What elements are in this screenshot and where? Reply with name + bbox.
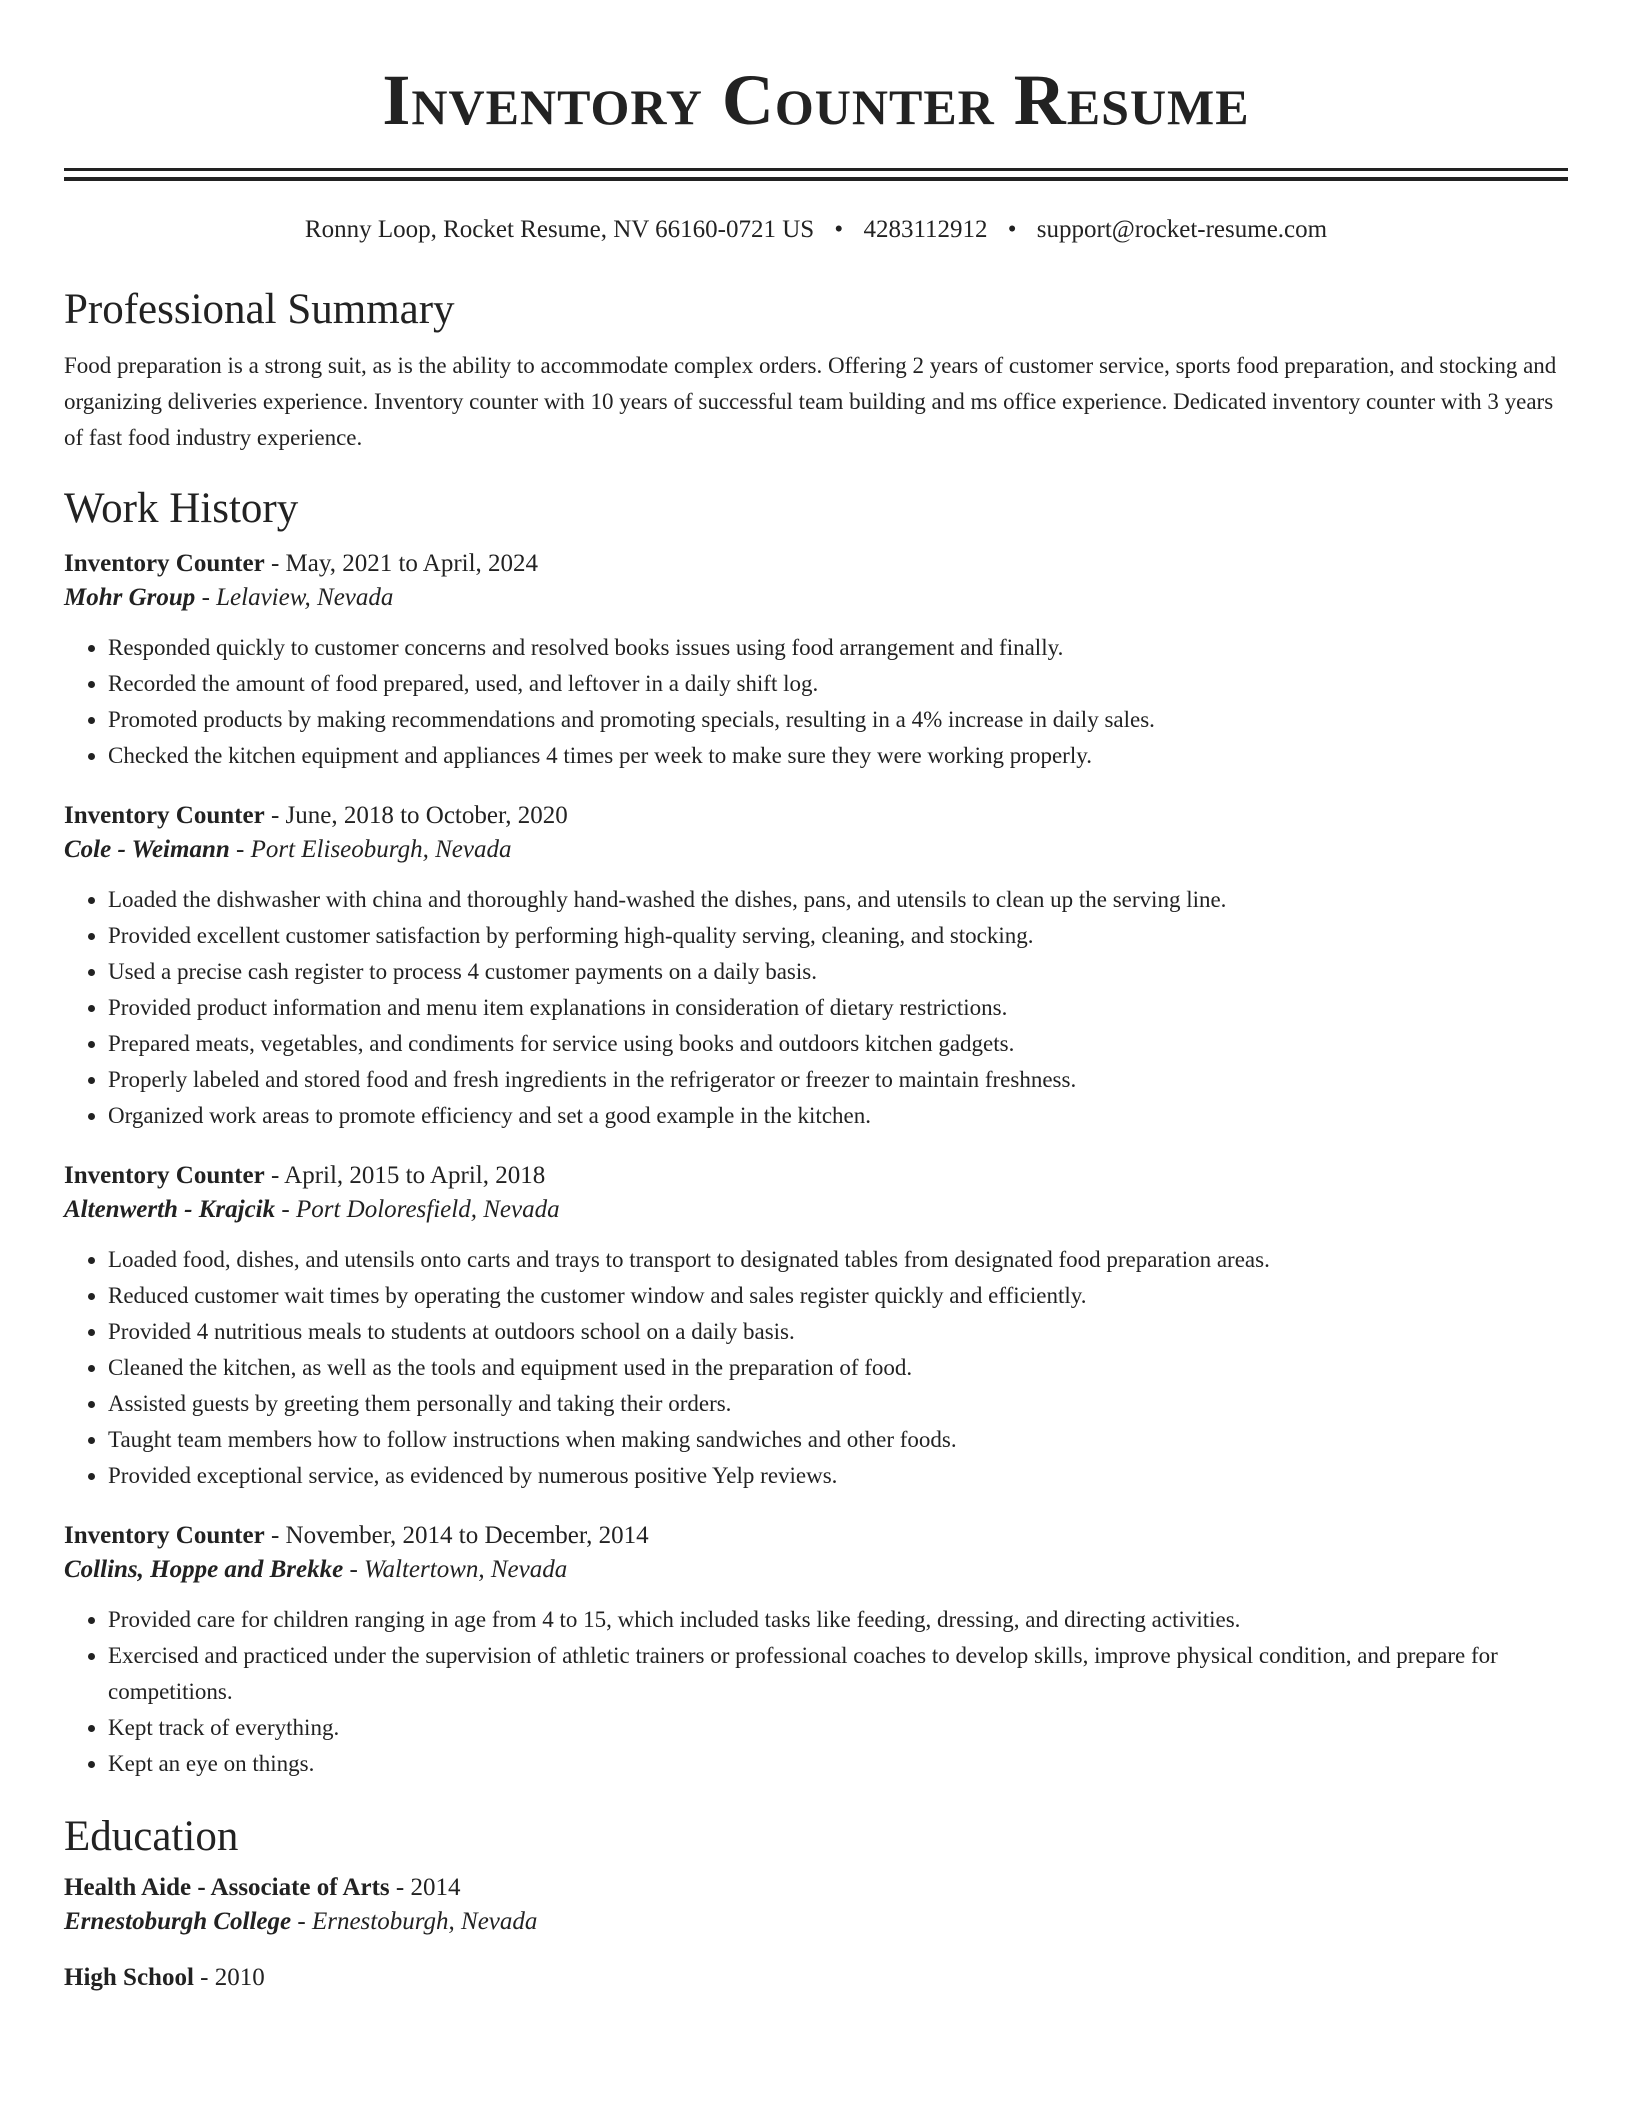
duty-item: • Used a precise cash register to process 4 customer payments on a daily basis. <box>108 954 1568 990</box>
duty-item: • Cleaned the kitchen, as well as the tools and equipment used in the preparation of food. <box>108 1350 1568 1386</box>
summary-heading: Professional Summary <box>64 286 455 333</box>
duty-item: • Organized work areas to promote efficiency and set a good example in the kitchen. <box>108 1098 1568 1134</box>
work-history-heading: Work History <box>64 485 299 532</box>
duty-item: • Provided care for children ranging in age from 4 to 15, which included tasks like feeding, dressing, and directing activities. <box>108 1602 1568 1638</box>
job-company: Altenwerth - Krajcik <box>64 1196 276 1223</box>
job-title: Inventory Counter <box>64 802 265 829</box>
education-year: - 2010 <box>193 1964 265 1991</box>
education-degree: Health Aide - Associate of Arts <box>64 1874 390 1901</box>
duty-item: • Provided excellent customer satisfaction by performing high-quality serving, cleaning, and stocking. <box>108 918 1568 954</box>
contact-separator: • <box>834 216 844 243</box>
education-heading: Education <box>64 1813 239 1860</box>
education-year: - 2014 <box>389 1874 461 1901</box>
job-header <box>64 1160 1568 1192</box>
job-company: Cole - Weimann <box>64 836 230 863</box>
education-entry <box>64 1962 1568 1994</box>
contact-address: Ronny Loop, Rocket Resume, NV 66160-0721 US <box>304 216 815 243</box>
job-dates: - May, 2021 to April, 2024 <box>264 550 539 577</box>
duty-item: • Prepared meats, vegetables, and condiments for service using books and outdoors kitchen gadgets. <box>108 1026 1568 1062</box>
duty-item: • Assisted guests by greeting them personally and taking their orders. <box>108 1386 1568 1422</box>
duty-item: • Checked the kitchen equipment and appliances 4 times per week to make sure they were working properly. <box>108 738 1568 774</box>
duty-item: • Exercised and practiced under the supervision of athletic trainers or professional coaches to develop skills, improve physical condition, and prepare for competitions. <box>108 1638 1568 1710</box>
education-school: Ernestoburgh College <box>64 1908 292 1935</box>
summary-text: Food preparation is a strong suit, as is the ability to accommodate complex orders. Offering 2 years of customer service, sports food preparation, and stocking and organizing deliveries experience. Inventory counter with 10 years of successful team building and ms office experience. Dedicated inventory counter with 3 years of fast food industry experience. <box>64 353 1557 450</box>
job-title: Inventory Counter <box>64 1522 265 1549</box>
job-title: Inventory Counter <box>64 550 265 577</box>
contact-line <box>64 215 1568 245</box>
duty-item: • Kept an eye on things. <box>108 1746 1568 1782</box>
job-duties <box>64 1242 1568 1494</box>
education-location: - Ernestoburgh, Nevada <box>291 1908 538 1935</box>
duty-item: • Responded quickly to customer concerns and resolved books issues using food arrangement and finally. <box>108 630 1568 666</box>
contact-email: support@rocket-resume.com <box>1036 216 1328 243</box>
job-location: - Lelaview, Nevada <box>195 584 394 611</box>
duty-item: • Provided 4 nutritious meals to students at outdoors school on a daily basis. <box>108 1314 1568 1350</box>
duty-item: • Provided exceptional service, as evidenced by numerous positive Yelp reviews. <box>108 1458 1568 1494</box>
job-company-line <box>64 1552 1568 1588</box>
job-company: Mohr Group <box>64 584 196 611</box>
work-history-list <box>64 548 1568 1782</box>
duty-item: • Reduced customer wait times by operating the customer window and sales register quickly and efficiently. <box>108 1278 1568 1314</box>
duty-item: • Loaded food, dishes, and utensils onto carts and trays to transport to designated tables from designated food preparation areas. <box>108 1242 1568 1278</box>
job-dates: - June, 2018 to October, 2020 <box>264 802 568 829</box>
education-header <box>64 1872 1568 1904</box>
job-company: Collins, Hoppe and Brekke <box>64 1556 344 1583</box>
education-header <box>64 1962 1568 1994</box>
job-company-line <box>64 580 1568 616</box>
page-title: Inventory Counter Resume <box>382 60 1250 140</box>
contact-separator: • <box>1007 216 1017 243</box>
job-dates: - April, 2015 to April, 2018 <box>264 1162 546 1189</box>
education-degree: High School <box>64 1964 194 1991</box>
job-entry <box>64 1520 1568 1782</box>
job-entry <box>64 548 1568 774</box>
job-duties <box>64 630 1568 774</box>
title-divider-bottom <box>64 177 1568 181</box>
duty-item: • Promoted products by making recommendations and promoting specials, resulting in a 4% increase in daily sales. <box>108 702 1568 738</box>
job-duties <box>64 1602 1568 1782</box>
duty-item: • Recorded the amount of food prepared, used, and leftover in a daily shift log. <box>108 666 1568 702</box>
duty-item: • Properly labeled and stored food and fresh ingredients in the refrigerator or freezer to maintain freshness. <box>108 1062 1568 1098</box>
job-entry <box>64 1160 1568 1494</box>
job-location: - Port Doloresfield, Nevada <box>275 1196 560 1223</box>
duty-item: • Loaded the dishwasher with china and thoroughly hand-washed the dishes, pans, and utensils to clean up the serving line. <box>108 882 1568 918</box>
education-list <box>64 1872 1568 1994</box>
job-header <box>64 1520 1568 1552</box>
job-location: - Waltertown, Nevada <box>343 1556 568 1583</box>
job-company-line <box>64 832 1568 868</box>
duty-item: • Taught team members how to follow instructions when making sandwiches and other foods. <box>108 1422 1568 1458</box>
job-entry <box>64 800 1568 1134</box>
duty-item: • Provided product information and menu item explanations in consideration of dietary restrictions. <box>108 990 1568 1026</box>
job-title: Inventory Counter <box>64 1162 265 1189</box>
education-entry <box>64 1872 1568 1940</box>
title-divider-top <box>64 168 1568 171</box>
job-dates: - November, 2014 to December, 2014 <box>264 1522 649 1549</box>
contact-phone: 4283112912 <box>863 216 988 243</box>
job-company-line <box>64 1192 1568 1228</box>
job-duties <box>64 882 1568 1134</box>
education-school-line <box>64 1904 1568 1940</box>
duty-item: • Kept track of everything. <box>108 1710 1568 1746</box>
job-header <box>64 548 1568 580</box>
job-header <box>64 800 1568 832</box>
job-location: - Port Eliseoburgh, Nevada <box>229 836 512 863</box>
